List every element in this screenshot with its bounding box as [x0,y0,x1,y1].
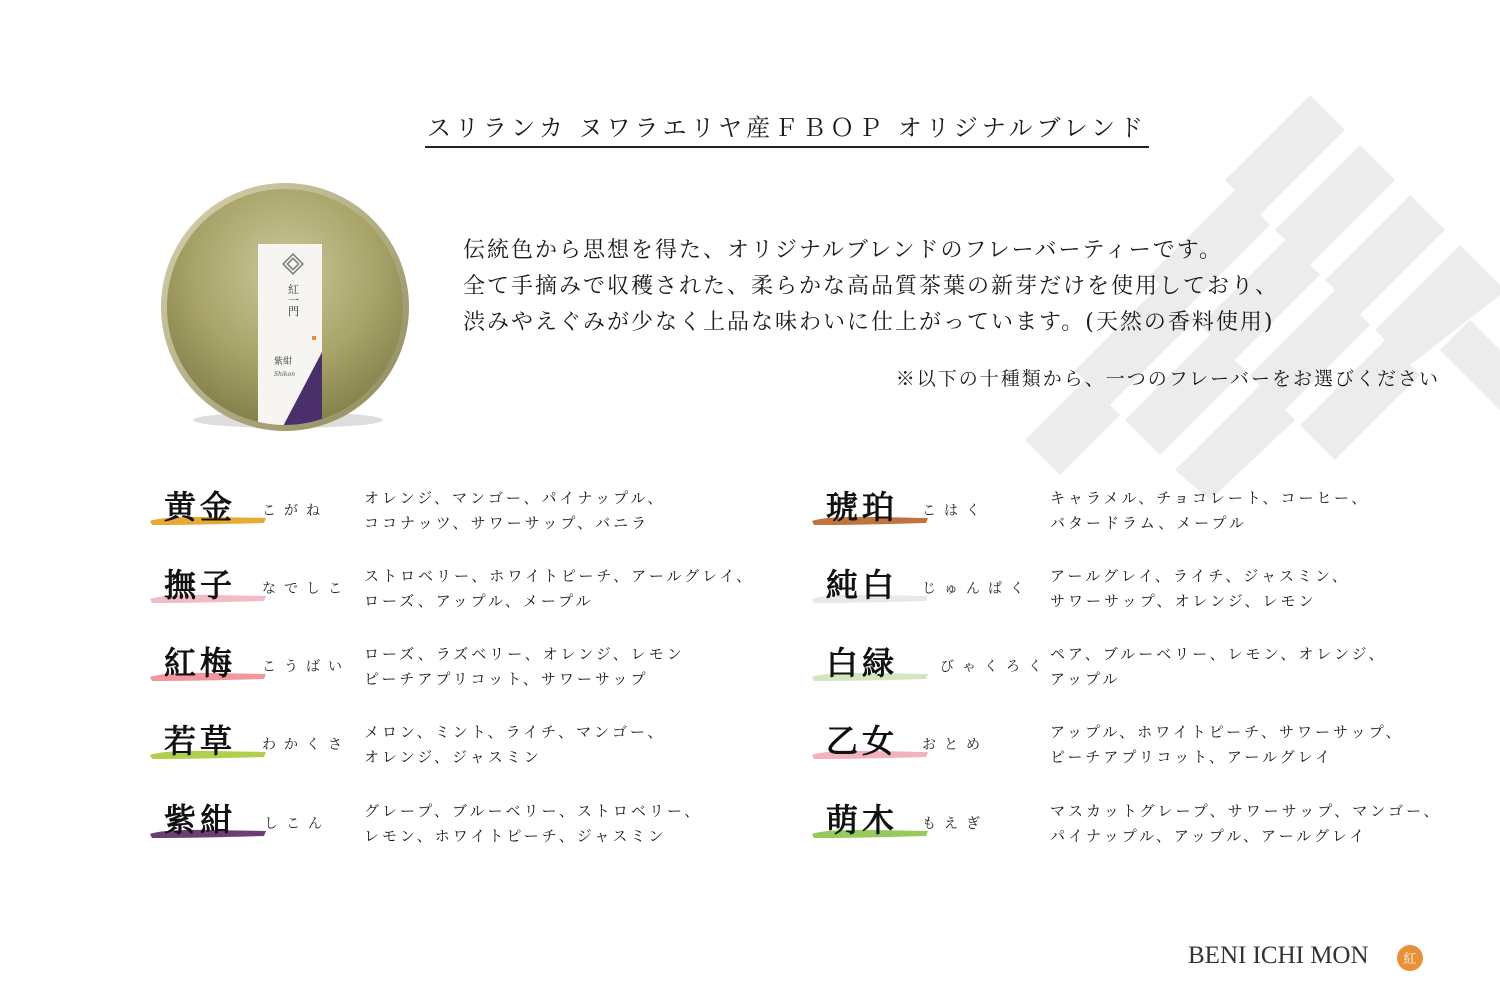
flavor-notes-line: アールグレイ、ライチ、ジャスミン、 [1050,567,1350,585]
flavor-item [148,564,788,634]
flavor-notes [364,486,665,536]
flavor-item [810,486,1450,556]
flavor-reading: しこん [264,816,330,832]
intro-line: 全て手摘みで収穫された、柔らかな高品質茶葉の新芽だけを使用しており、 [463,274,1280,299]
flavor-name: 乙女 [826,722,899,760]
flavor-reading: こがね [262,503,328,519]
tin-label-logo: 紅一門 [286,283,300,317]
flavor-notes-line: バタードラム、メープル [1050,514,1247,532]
intro-line: 渋みやえぐみが少なく上品な味わいに仕上がっています。(天然の香料使用) [463,310,1275,335]
flavor-reading: じゅんぱく [922,581,1032,597]
flavor-item [810,799,1450,869]
flavor-name: 白緑 [826,644,899,682]
flavor-title [810,560,930,616]
flavor-notes [1050,720,1404,770]
flavor-notes [1050,799,1442,849]
flavor-reading: なでしこ [262,581,350,597]
flavor-title [148,560,268,616]
flavor-reading: おとめ [922,737,988,753]
intro-text [463,233,1463,341]
flavor-notes [1050,564,1350,614]
flavor-name: 紅梅 [164,644,237,682]
flavor-notes-line: ローズ、ラズベリー、オレンジ、レモン [364,645,685,663]
flavor-item [810,720,1450,790]
flavor-notes-line: ペア、ブルーベリー、レモン、オレンジ、 [1050,645,1387,663]
flavor-notes-line: ピーチアプリコット、アールグレイ [1050,748,1334,766]
flavor-notes-line: ココナッツ、サワーサップ、バニラ [364,514,650,532]
flavor-notes-line: グレープ、ブルーベリー、ストロベリー、 [364,802,703,820]
flavor-reading: もえぎ [922,816,988,832]
flavor-notes-line: マスカットグレープ、サワーサップ、マンゴー、 [1050,802,1442,820]
flavor-notes-line: アップル、ホワイトピーチ、サワーサップ、 [1050,723,1404,741]
brand-logo-icon [1396,944,1424,972]
flavor-notes-line: キャラメル、チョコレート、コーヒー、 [1050,489,1370,507]
flavor-item [148,486,788,556]
flavor-title [148,482,268,538]
flavor-notes [364,564,754,614]
flavor-name: 紫紺 [164,801,237,839]
flavor-title [148,716,268,772]
intro-line: 伝統色から思想を得た、オリジナルブレンドのフレーバーティーです。 [463,238,1223,263]
flavor-item [148,799,788,869]
flavor-notes-line: レモン、ホワイトピーチ、ジャスミン [364,827,667,845]
flavor-notes-line: サワーサップ、オレンジ、レモン [1050,592,1317,610]
flavor-notes-line: ピーチアプリコット、サワーサップ [364,670,649,688]
flavor-notes-line: アップル [1050,670,1121,688]
flavor-reading: びゃくろく [940,659,1050,675]
flavor-item [148,642,788,712]
flavor-reading: こうばい [262,659,350,675]
flavor-title [810,795,930,851]
page-title: スリランカ ヌワラエリヤ産ＦＢＯＰ オリジナルブレンド [0,108,1500,143]
flavor-name: 若草 [164,722,237,760]
flavor-reading: こはく [922,503,988,519]
flavor-item [810,564,1450,634]
flavor-title [148,638,268,694]
flavor-title [810,638,930,694]
flavor-notes [1050,642,1386,692]
flavor-name: 純白 [826,566,899,604]
flavor-notes [364,720,665,770]
flavor-name: 黄金 [164,488,237,526]
flavor-name: 琥珀 [826,488,899,526]
flavor-item [148,720,788,790]
flavor-title [810,716,930,772]
flavor-reading: わかくさ [262,737,350,753]
selection-note: ※以下の十種類から、一つのフレーバーをお選びください [895,368,1440,390]
flavor-notes-line: ストロベリー、ホワイトピーチ、アールグレイ、 [364,567,755,585]
flavor-title [810,482,930,538]
svg-text:紅: 紅 [1403,952,1417,967]
flavor-notes-line: メロン、ミント、ライチ、マンゴー、 [364,723,666,741]
flavor-notes-line: オレンジ、ジャスミン [364,748,542,766]
tea-tin-image [160,182,410,432]
flavor-notes-line: パイナップル、アップル、アールグレイ [1050,827,1368,845]
flavor-item [810,642,1450,712]
flavor-title [148,795,268,851]
flavor-notes-line: ローズ、アップル、メープル [364,592,594,610]
flavor-notes [364,799,702,849]
flavor-name: 萌木 [826,801,899,839]
flavor-notes [1050,486,1369,536]
flavor-notes-line: オレンジ、マンゴー、パイナップル、 [364,489,666,507]
brand-name: BENI ICHI MON [1188,942,1369,969]
flavor-notes [364,642,685,692]
tin-label-sub: Shikon [274,371,296,378]
tin-label-name: 紫紺 [274,357,293,367]
flavor-name: 撫子 [164,566,237,604]
